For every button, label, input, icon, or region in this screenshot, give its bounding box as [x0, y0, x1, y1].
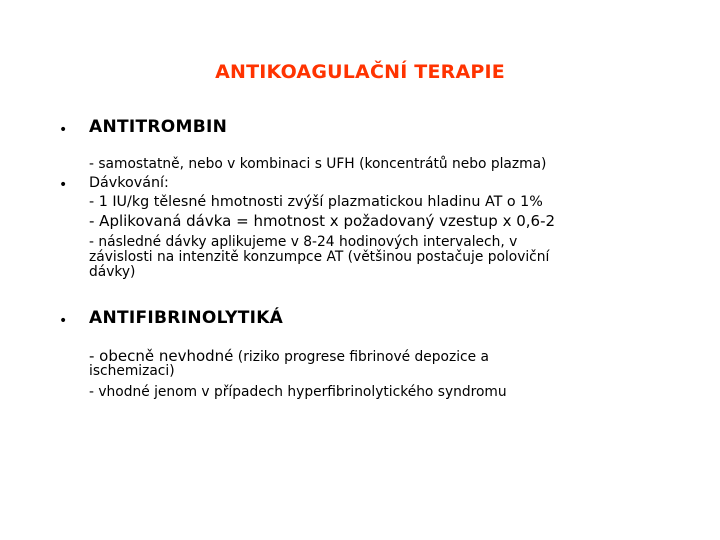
- heading-antitrombin: ANTITROMBIN: [89, 117, 228, 137]
- text-line-suitable: - vhodné jenom v případech hyperfibrinolytického syndromu: [89, 384, 507, 400]
- page-title: ANTIKOAGULAČNÍ TERAPIE: [215, 61, 505, 83]
- text-line-followup-3: dávky): [89, 264, 136, 280]
- text-line-dose-rule: - 1 IU/kg tělesné hmotnosti zvýší plazmatickou hladinu AT o 1%: [89, 194, 543, 210]
- bullet-antitrombin: •: [59, 122, 68, 138]
- text-line-ischemia: ischemizaci): [89, 363, 175, 379]
- text-unsuitable-reason: (riziko progrese fibrinové depozice a: [233, 349, 489, 365]
- text-line-dose-formula: - Aplikovaná dávka = hmotnost x požadovaný vzestup x 0,6-2: [89, 212, 556, 230]
- text-unsuitable-label: - obecně nevhodné: [89, 347, 234, 365]
- bullet-antifibrinolytika: •: [59, 313, 68, 329]
- bullet-dosing: •: [59, 177, 68, 193]
- text-line-dosing-label: Dávkování:: [89, 175, 169, 191]
- text-line-usage: - samostatně, nebo v kombinaci s UFH (koncentrátů nebo plazma): [89, 156, 547, 172]
- text-line-followup-1: - následné dávky aplikujeme v 8-24 hodinových intervalech, v: [89, 234, 518, 250]
- text-line-followup-2: závislosti na intenzitě konzumpce AT (většinou postačuje poloviční: [89, 249, 550, 265]
- heading-antifibrinolytika: ANTIFIBRINOLYTIKÁ: [89, 308, 284, 328]
